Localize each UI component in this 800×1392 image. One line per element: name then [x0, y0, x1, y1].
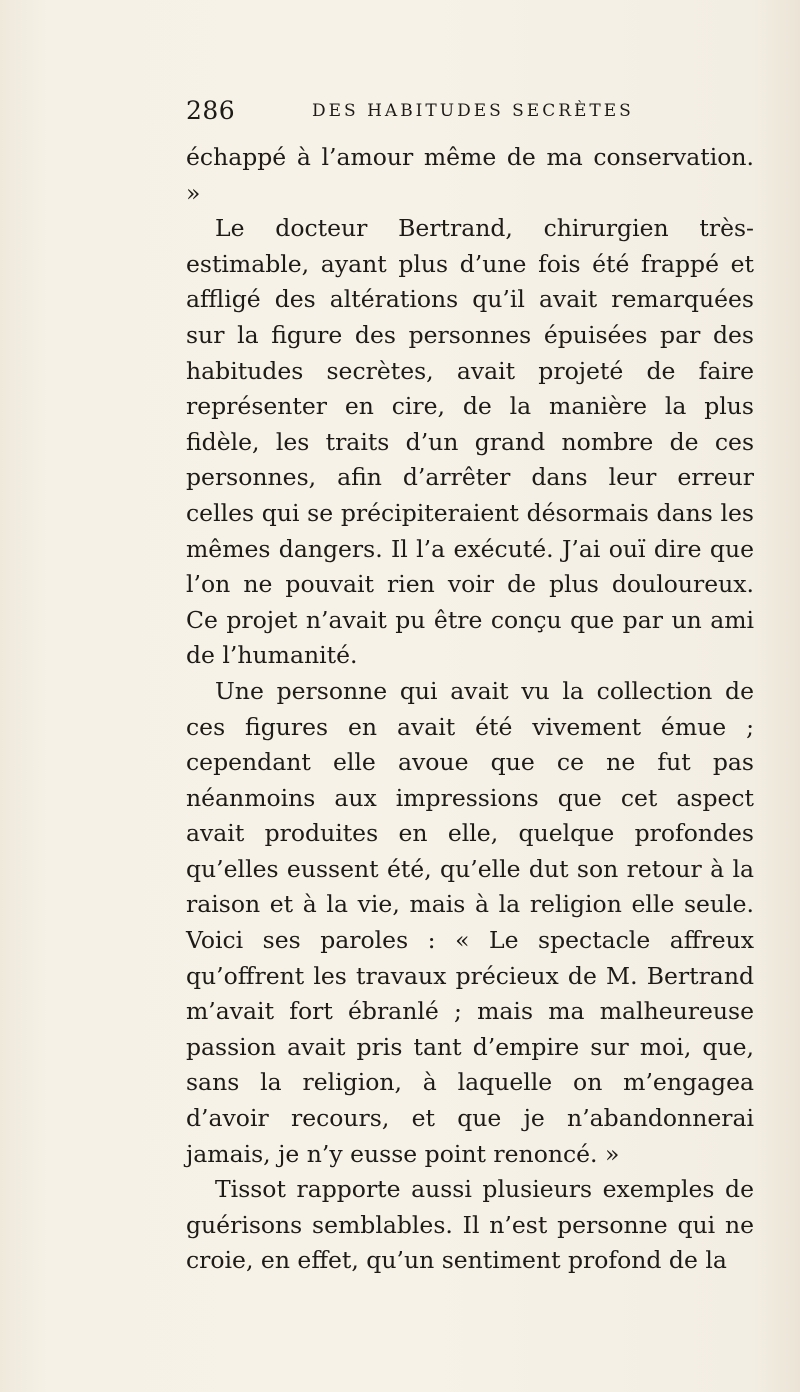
- paragraph-tissot: Tissot rapporte aussi plusieurs exemples de guérisons semblables. Il n’est personne qui ne croie, en effet, qu’un sentiment profond de la: [186, 1175, 754, 1275]
- paragraph-testimony: Une personne qui avait vu la collection de ces figures en avait été vivement émue ; cependant elle avoue que ce ne fut pas néanmoins aux impressions que cet aspect avait produites en elle, quelque profondes qu’elles eussent été, qu’elle dut son retour à la raison et à la vie, mais à la religion elle seule. Voici ses paroles : « Le spectacle affreux qu’offrent les travaux précieux de M. Bertrand m’avait fort ébranlé ; mais ma malheureuse passion avait pris tant d’empire sur moi, que, sans la religion, à laquelle on m’engagea d’avoir recours, et que je n’abandonnerai jamais, je n’y eusse point renoncé. »: [186, 676, 754, 1168]
- running-head: DES HABITUDES SECRÈTES: [312, 101, 634, 121]
- paragraph-continuation: échappé à l’amour même de ma conservation. »: [186, 143, 754, 207]
- body-text: [186, 140, 754, 1279]
- paragraph-bertrand: Le docteur Bertrand, chirurgien très-estimable, ayant plus d’une fois été frappé et affligé des altérations qu’il avait remarquées sur la figure des personnes épuisées par des habitudes secrètes, avait projeté de faire représenter en cire, de la manière la plus fidèle, les traits d’un grand nombre de ces personnes, afin d’arrêter dans leur erreur celles qui se précipiteraient désormais dans les mêmes dangers. Il l’a exécuté. J’ai ouï dire que l’on ne pouvait rien voir de plus douloureux. Ce projet n’avait pu être conçu que par un ami de l’humanité.: [186, 214, 754, 670]
- page-number: 286: [186, 96, 236, 125]
- page-header: [186, 96, 752, 136]
